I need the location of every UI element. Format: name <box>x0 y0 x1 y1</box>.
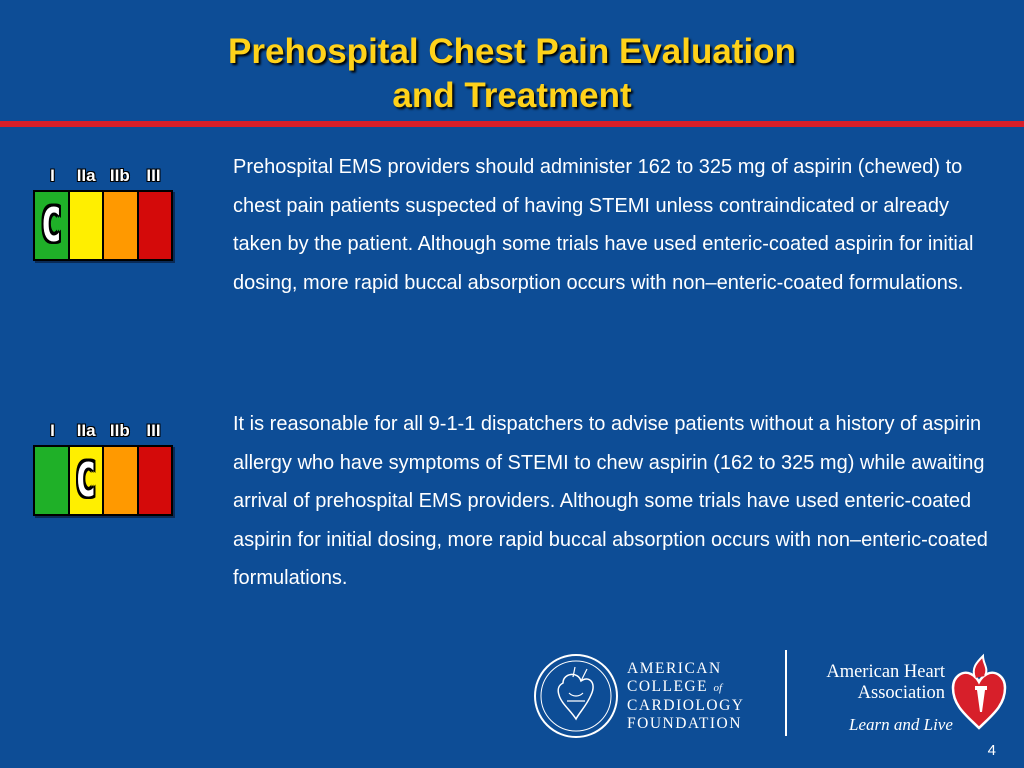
recommendation-text-2: It is reasonable for all 9-1-1 dispatchers to advise patients without a history of aspirin allergy who have symptoms of STEMI to chew aspirin (162 to 325 mg) while awaiting arrival of prehospital EMS providers. Although some trials have used enteric-coated aspirin for initial dosing, more rapid buccal absorption occurs with non–enteric-coated formulations. <box>233 413 988 589</box>
class-box-iii <box>139 192 172 259</box>
level-of-evidence: C <box>41 198 62 253</box>
class-header <box>33 421 173 441</box>
class-label-iib: IIb <box>109 421 130 440</box>
logo-divider <box>785 650 787 736</box>
title-divider <box>0 121 1024 127</box>
page-number: 4 <box>987 742 996 759</box>
accf-logo <box>533 650 773 742</box>
class-box-i <box>35 192 70 259</box>
class-box-iii <box>139 447 172 514</box>
class-box-i <box>35 447 70 514</box>
class-box-iib <box>104 192 139 259</box>
accf-seal-icon <box>533 653 619 739</box>
slide-title-line2: and Treatment <box>392 76 632 115</box>
aha-tagline: Learn and Live <box>849 715 953 734</box>
class-label-i: I <box>50 421 55 440</box>
level-of-evidence: C <box>75 453 96 508</box>
class-box-iia <box>70 447 105 514</box>
aha-logo <box>805 652 1015 744</box>
class-label-iii: III <box>146 166 161 185</box>
class-box-iia <box>70 192 105 259</box>
class-boxes <box>33 445 173 516</box>
class-label-iii: III <box>146 421 161 440</box>
recommendation-class-box-1 <box>33 166 173 261</box>
aha-heart-torch-icon <box>947 652 1011 732</box>
class-label-i: I <box>50 166 55 185</box>
class-label-iia: IIa <box>76 421 96 440</box>
class-header <box>33 166 173 186</box>
class-label-iib: IIb <box>109 166 130 185</box>
slide-title <box>0 30 1024 118</box>
recommendation-text-1: Prehospital EMS providers should administer 162 to 325 mg of aspirin (chewed) to chest pain patients suspected of having STEMI unless contraindicated or already taken by the patient. Although some trials have used enteric-coated aspirin for initial dosing, more rapid buccal absorption occurs with non–enteric-coated formulations. <box>233 156 974 294</box>
slide-title-line1: Prehospital Chest Pain Evaluation <box>228 32 796 71</box>
accf-wordmark: AMERICAN COLLEGE of CARDIOLOGY FOUNDATION <box>627 659 745 732</box>
recommendation-class-box-2 <box>33 421 173 516</box>
aha-wordmark: American Heart Association <box>826 662 945 703</box>
class-boxes <box>33 190 173 261</box>
class-box-iib <box>104 447 139 514</box>
class-label-iia: IIa <box>76 166 96 185</box>
